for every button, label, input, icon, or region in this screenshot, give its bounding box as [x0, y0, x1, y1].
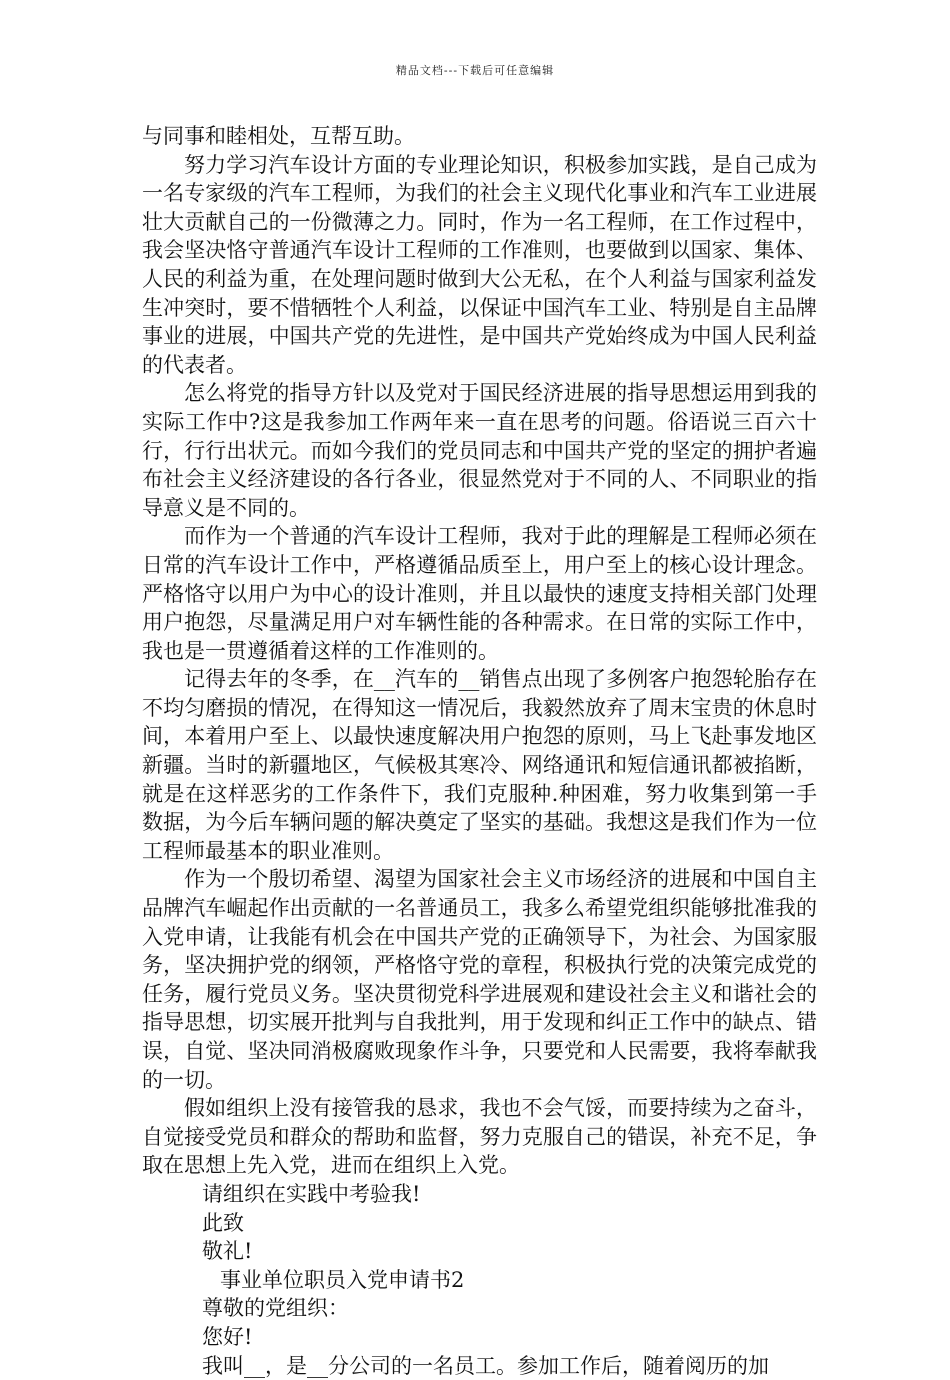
closing-jing-li: 敬礼!: [202, 1239, 253, 1264]
page-header: 精品文档---下载后可任意编辑: [395, 64, 555, 77]
paragraph: 记得去年的冬季，在__汽车的__销售点出现了多例客户抱怨轮胎存在不均匀磨损的情况，在得知这一情况后，我毅然放弃了周末宝贵的休息时间，本着用户至上、以最快速度解决用户抱怨的原则，马上飞赴事发地区新疆。当时的新疆地区，气候极其寒冷、网络通讯和短信通讯都被掐断，就是在这样恶劣的工作条件下，我们克服种.种困难，努力收集到第一手数据，为今后车辆问题的解决奠定了坚实的基础。我想这是我们作为一位工程师最基本的职业准则。: [142, 667, 817, 863]
paragraph-continuation: 与同事和睦相处，互帮互助。: [142, 124, 415, 148]
salutation: 尊敬的党组织：: [202, 1296, 349, 1321]
closing-line: 请组织在实践中考验我!: [202, 1181, 421, 1206]
paragraph: 而作为一个普通的汽车设计工程师，我对于此的理解是工程师必须在日常的汽车设计工作中，严格遵循品质至上，用户至上的核心设计理念。严格恪守以用户为中心的设计准则，并且以最快的速度支持相关部门处理用户抱怨，尽量满足用户对车辆性能的各种需求。在日常的实际工作中，我也是一贯遵循着这样的工作准则的。: [142, 524, 817, 663]
paragraph: 作为一个殷切希望、渴望为国家社会主义市场经济的进展和中国自主品牌汽车崛起作出贡献的一名普通员工，我多么希望党组织能够批准我的入党申请，让我能有机会在中国共产党的正确领导下，为社会、为国家服务，坚决拥护党的纲领，严格恪守党的章程，积极执行党的决策完成党的任务，履行党员义务。坚决贯彻党科学进展观和建设社会主义和谐社会的指导思想，切实展开批判与自我批判，用于发现和纠正工作中的缺点、错误，自觉、坚决同消极腐败现象作斗争，只要党和人民需要，我将奉献我的一切。: [142, 867, 817, 1092]
closing-ci-zhi: 此致: [202, 1210, 244, 1235]
paragraph: 努力学习汽车设计方面的专业理论知识，积极参加实践，是自己成为一名专家级的汽车工程师，为我们的社会主义现代化事业和汽车工业进展壮大贡献自己的一份微薄之力。同时，作为一名工程师，在工作过程中，我会坚决恪守普通汽车设计工程师的工作准则，也要做到以国家、集体、人民的利益为重，在处理问题时做到大公无私，在个人利益与国家利益发生冲突时，要不惜牺牲个人利益，以保证中国汽车工业、特别是自主品牌事业的进展，中国共产党的先进性，是中国共产党始终成为中国人民利益的代表者。: [142, 152, 817, 377]
paragraph-start: 我叫__，是__分公司的一名员工。参加工作后，随着阅历的加: [202, 1353, 769, 1378]
greeting: 您好!: [202, 1324, 253, 1349]
document-body: [142, 122, 817, 1380]
section-title: 事业单位职员入党申请书2: [220, 1267, 465, 1292]
paragraph: 怎么将党的指导方针以及党对于国民经济进展的指导思想运用到我的实际工作中?这是我参加工作两年来一直在思考的问题。俗语说三百六十行，行行出状元。而如今我们的党员同志和中国共产党的坚定的拥护者遍布社会主义经济建设的各行各业，很显然党对于不同的人、不同职业的指导意义是不同的。: [142, 381, 817, 520]
paragraph: 假如组织上没有接管我的恳求，我也不会气馁，而要持续为之奋斗，自觉接受党员和群众的帮助和监督，努力克服自己的错误，补充不足，争取在思想上先入党，进而在组织上入党。: [142, 1096, 817, 1178]
